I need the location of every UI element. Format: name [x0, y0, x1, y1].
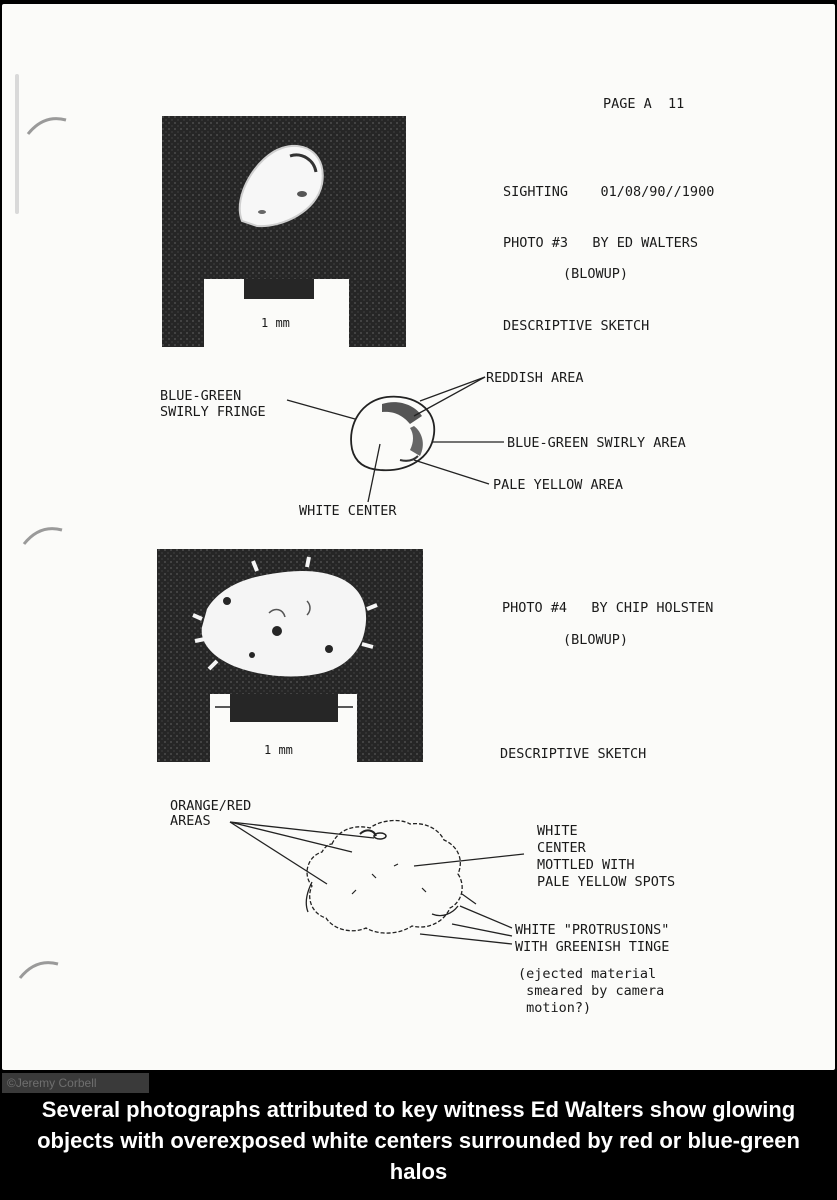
label-pale-yellow: PALE YELLOW AREA	[493, 477, 624, 493]
photo3-scale-label: 1 mm	[261, 316, 290, 330]
photo3-image	[162, 116, 406, 347]
document-page	[2, 4, 835, 1070]
label-mottled-white-center: WHITE CENTER MOTTLED WITH PALE YELLOW SPOTS	[537, 823, 676, 890]
label-blue-green-fringe: BLUE-GREEN SWIRLY FRINGE	[160, 388, 266, 420]
photo3-sketch	[152, 364, 752, 524]
photo4-sketch	[162, 794, 762, 1024]
photo4-title: PHOTO #4 BY CHIP HOLSTEN	[502, 600, 714, 616]
photo4-sketch-heading: DESCRIPTIVE SKETCH	[500, 746, 647, 762]
photo3-blowup: (BLOWUP)	[563, 266, 629, 282]
label-ejected-material: (ejected material smeared by camera motion?)	[518, 966, 665, 1016]
binder-ring-mark	[26, 112, 70, 136]
photo3-title: PHOTO #3 BY ED WALTERS	[503, 235, 699, 251]
photo4-blowup: (BLOWUP)	[563, 632, 629, 648]
photo3-sketch-heading: DESCRIPTIVE SKETCH	[503, 318, 650, 334]
page-number: PAGE A 11	[603, 96, 685, 112]
photo4-image	[157, 549, 423, 762]
photo4-scale-label: 1 mm	[264, 743, 293, 757]
label-blue-green-swirly: BLUE-GREEN SWIRLY AREA	[507, 435, 686, 451]
binder-ring-mark	[22, 522, 66, 546]
caption-text: Several photographs attributed to key witness Ed Walters show glowing objects with overexposed white centers surrounded by red or blue-green halos	[37, 1097, 800, 1184]
label-orange-red-areas: ORANGE/RED AREAS	[170, 798, 252, 829]
scroll-indicator[interactable]	[15, 74, 19, 214]
binder-ring-mark	[18, 956, 62, 980]
label-reddish-area: REDDISH AREA	[486, 370, 584, 386]
label-white-center: WHITE CENTER	[299, 503, 397, 519]
sighting-date: SIGHTING 01/08/90//1900	[503, 184, 715, 200]
watermark: ©Jeremy Corbell	[2, 1073, 149, 1093]
label-white-protrusions: WHITE "PROTRUSIONS" WITH GREENISH TINGE	[515, 922, 670, 955]
